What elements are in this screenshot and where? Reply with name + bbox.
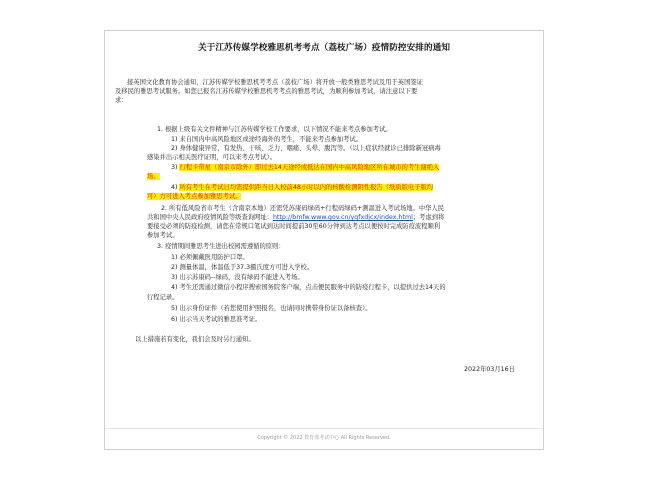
risk-query-label: 共和国中央人民政府疫情风险等级查询网址： xyxy=(147,214,273,221)
item-3-number: 3) xyxy=(171,164,180,171)
highlight-travel-card: 行程卡带星（南京市除外）即过去14天途经或抵达在国内中高风险地区所在城市的考生谢绝入 xyxy=(179,164,440,171)
section-1-item-3a xyxy=(171,163,439,172)
footer-divider xyxy=(105,428,543,429)
section-1-item-3b xyxy=(147,172,160,181)
section-2-line-1: 2. 所有低风险省市考生（含南京本地）还需凭苏康码绿码+行程码绿码+测温进入考试场地。中华人民 xyxy=(161,205,445,212)
section-1-heading: 1. 根据上级有关文件精神与江苏传媒学校工作要求，以下情况不能来考点参加考试。 xyxy=(157,126,392,133)
section-2-line-3: 要接受必须的防疫检测，请您在常规口笔试到达时间提前30至60分钟到达考点以便按时完成防疫流程顺利 xyxy=(147,223,441,230)
risk-query-link[interactable]: http://bmfw.www.gov.cn/yqfxdjcx/index.html xyxy=(272,214,413,221)
intro-line-3: 求： xyxy=(115,97,128,104)
risk-query-suffix: ；考虑到将 xyxy=(412,214,445,221)
section-3-item-4b: 行程记录。 xyxy=(147,294,179,301)
section-3-item-2: 2) 测量体温，体温低于37.3摄氏度方可进入学校。 xyxy=(171,264,314,271)
section-3-heading: 3. 疫情期间雅思考生进出校园需遵循的原则： xyxy=(157,243,285,250)
intro-line-1: 接英国文化教育协会通知，江苏传媒学校雅思机考考点（荔枝广场）将开放一般类雅思考试及用于英国签证 xyxy=(127,79,423,86)
section-1-item-4a xyxy=(171,183,433,192)
section-2-line-2 xyxy=(147,213,444,222)
copyright-footer: Copyright © 2022 教育部考试中心 All Rights Reserved. xyxy=(257,435,391,441)
section-1-item-2a: 2) 身体健康异常，有发热、干咳、乏力、咽痛、头晕、腹泻等。（以上症状经就诊已排除新冠病毒 xyxy=(171,145,441,152)
section-3-item-4a: 4) 考生还需通过微信小程序搜索国务院客户端，点击便民服务中的防疫行程卡，以提供过去14天的 xyxy=(171,284,446,291)
highlight-nucleic-test: 所有考生在考试日均需提供距当日入校前48小时以内的核酸检测阴性报告（纸质版电子版均 xyxy=(179,184,434,191)
section-1-item-2b: 感染并出示相关医疗证明，可以来考点考试）。 xyxy=(147,154,277,161)
section-3-item-3: 3) 出示苏康码--绿码，没有绿码不能进入考场。 xyxy=(171,274,304,281)
intro-line-2: 及移民的雅思考试服务。如您已报名江苏传媒学校雅思机考考点的雅思考试，为顺利参加考试，请注意以下要 xyxy=(115,88,418,95)
section-3-item-5: 5) 出示身份证件（若您使用护照报名，也请同时携带身份证以备核查）。 xyxy=(171,305,372,312)
section-3-item-6: 6) 出示当天考试的雅思准考证。 xyxy=(171,316,262,323)
section-2-line-4: 参加考试。 xyxy=(147,232,179,239)
item-4-number: 4) xyxy=(171,184,180,191)
closing-note: 以上措施若有变化，我们会及时另行通知。 xyxy=(135,336,255,343)
notice-card xyxy=(104,30,544,450)
highlight-nucleic-test-end: 可）方可进入考点参加雅思考试。 xyxy=(147,193,242,200)
notice-date: 2022年03月16日 xyxy=(464,366,515,373)
notice-title: 关于江苏传媒学校雅思机考考点（荔枝广场）疫情防控安排的通知 xyxy=(197,43,451,53)
section-1-item-4b xyxy=(147,192,241,201)
section-3-item-1: 1) 必须佩戴医用防护口罩。 xyxy=(171,254,249,261)
section-1-item-1: 1) 来自国内中高风险地区或途经海外的考生，不能来考点参加考试。 xyxy=(171,136,363,143)
highlight-travel-card-end: 场。 xyxy=(147,173,160,180)
